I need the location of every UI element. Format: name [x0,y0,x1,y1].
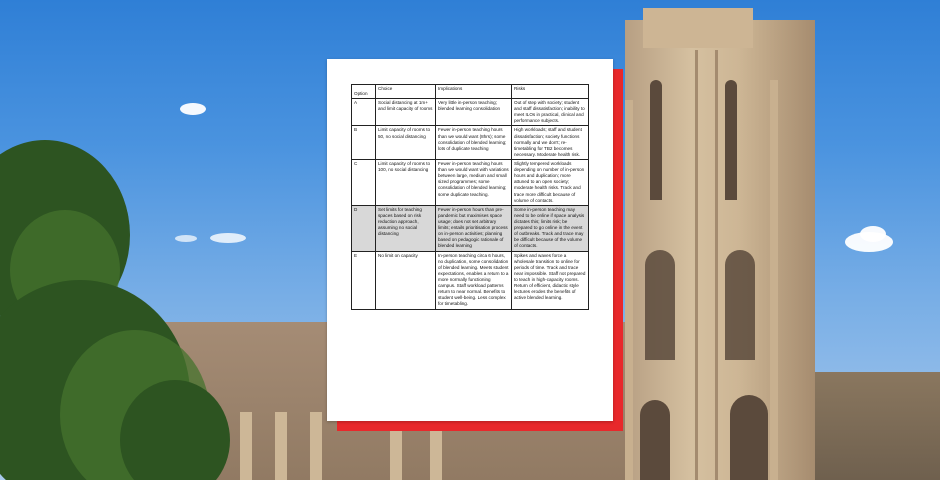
cloud [210,233,246,243]
header-option: Option [352,85,376,99]
risks-cell: Some in-person teaching may need to be online if space analysis dictates this; limits risk; be prepared to go online in the event of outbreaks. Track and trace may be difficult because of the volume of contacts. [512,205,589,251]
cloud [860,226,886,242]
tower-top [643,8,753,48]
column [310,412,322,480]
implications-cell: Fewer in-person teaching hours than we would want with variations between large, medium and small sized programmes; some consolidation of blended learning; some duplicate teaching. [436,159,512,205]
document-page [327,59,613,421]
choice-cell: No limit on capacity [376,251,436,309]
options-table [351,84,589,310]
tower-window [650,80,662,200]
table-row [352,251,589,309]
choice-cell: Limit capacity of rooms to 50, no social distancing [376,126,436,160]
risks-cell: Out of step with society; student and staff dissatisfaction; inability to meet ILOs in practical, clinical and performance subjects. [512,99,589,126]
risks-cell: Spikes and waves force a wholesale transition to online for periods of time. Track and trace near impossible. Staff not prepared to teach in high-capacity rooms. Return of efficient, didactic style lectures erodes the benefits of active blended learning. [512,251,589,309]
table-row [352,99,589,126]
wills-memorial-tower [625,20,815,480]
tower-window [640,400,670,480]
cloud [175,235,197,242]
pinnacle [625,100,633,480]
table-header-row [352,85,589,99]
header-risks: Risks [512,85,589,99]
column [275,412,287,480]
option-cell: E [352,251,376,309]
header-choice: Choice [376,85,436,99]
choice-cell: Social distancing at 1m+ and limit capacity of rooms [376,99,436,126]
cloud [180,103,206,115]
right-building [812,372,940,480]
choice-cell: Limit capacity of rooms to 100, no social distancing [376,159,436,205]
table-row [352,126,589,160]
risks-cell: High workloads; staff and student dissatisfaction; society functions normally and we don't; re-timetabling for TB2 becomes necessary. Moderate health risk. [512,126,589,160]
tower-window [725,250,755,360]
option-cell: B [352,126,376,160]
implications-cell: Very little in-person teaching; blended learning consolidation [436,99,512,126]
column [240,412,252,480]
choice-cell: Set limits for teaching spaces based on risk reduction approach, assuming no social distancing [376,205,436,251]
tower-window [725,80,737,200]
option-cell: C [352,159,376,205]
header-implications: Implications [436,85,512,99]
tower-rib [695,50,698,480]
pinnacle [770,80,778,480]
tower-window [645,250,675,360]
option-cell: A [352,99,376,126]
tower-window [730,395,768,480]
risks-cell: Slightly tempered workloads depending on number of in-person hours and duplication; more attuned to an open society; moderate health risks. Track and trace more difficult because of volume of contacts. [512,159,589,205]
implications-cell: In-person teaching circa 6 hours, no duplication, some consolidation of blended learning. Meets student expectations, enables a return to a more normally functioning campus. Staff workload patterns return to near normal. Benefits to student well-being. Less complex for timetabling. [436,251,512,309]
tower-rib [715,50,718,480]
table-row [352,205,589,251]
implications-cell: Fewer in-person hours than pre-pandemic but maximises space usage; does not set arbitrary limits; entails prioritisation process on in-person activities; planning based on pedagogic rationale of blended learning [436,205,512,251]
table-row [352,159,589,205]
implications-cell: Fewer in-person teaching hours than we would want (8hrs); some consolidation of blended learning; lots of duplicate teaching [436,126,512,160]
option-cell: D [352,205,376,251]
